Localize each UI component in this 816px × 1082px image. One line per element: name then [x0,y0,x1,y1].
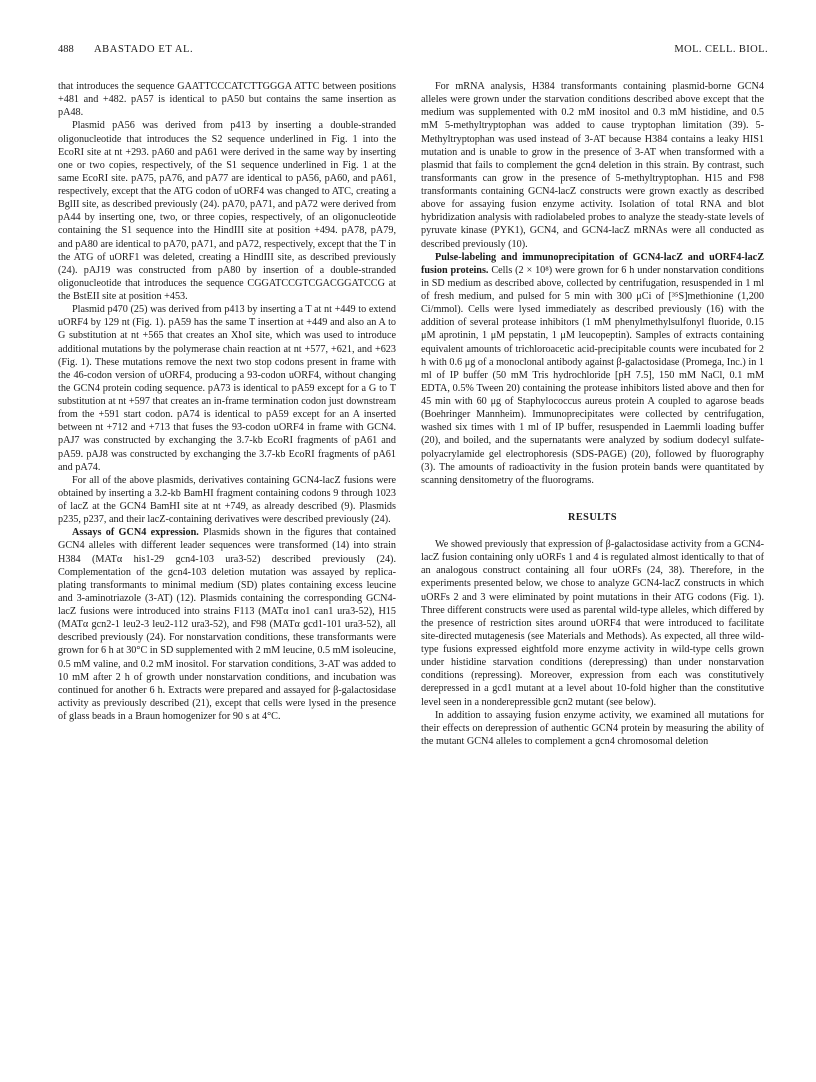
paragraph: Plasmid pA56 was derived from p413 by inserting a double-stranded oligonucleotide that introduces the S2 sequence underlined in Fig. 1 into the EcoRI site at nt +293. pA60 and pA61 were derived in the same way by inserting one or two copies, respectively, of the S1 sequence underlined in Fig. 1 at the same EcoRI site. pA75, pA76, and pA77 are identical to pA56, pA60, and pA61, respectively, except that the ATG codon of uORF4 was changed to ATC, creating a BglII site, as described previously (24). pA70, pA71, and pA72 were derived from pA44 by inserting one, two, or three copies, respectively, of an oligonucleotide containing the S1 sequence into the HindIII site at position +494. pA78, pA79, and pA80 are identical to pA70, pA71, and pA72, respectively, except that the T in the ATG of uORF1 was deleted, creating a HindIII site, as described previously (24). pAJ19 was constructed from pA80 by insertion of a double-stranded oligonucleotide that introduces the sequence CGGATCCGTCGACGGATCCG at the BstEII site at position +453. [58,120,396,302]
paragraph: In addition to assaying fusion enzyme activity, we examined all mutations for their effects on derepression of authentic GCN4 protein by measuring the ability of the mutant GCN4 alleles to complement a gcn4 chromosomal deletion [421,709,764,747]
results-heading: RESULTS [568,511,617,523]
paragraph-body: Cells (2 × 10⁸) were grown for 6 h under nonstarvation conditions in SD medium as described above, collected by centrifugation, resuspended in 1 ml of fresh medium, and pulsed for 5 min with 300 μCi of [³⁵S]methionine (1,200 Ci/mmol). Cells were lysed immediately as described previously (16) with the addition of several protease inhibitors (1 mM phenylmethylsulfonyl fluoride, 0.15 μM aprotinin, 1 μM pepstatin, 1 μM leucopeptin). Samples of extracts containing equivalent amounts of trichloroacetic acid-precipitable counts were incubated for 2 h with 0.6 μg of a monoclonal antibody against β-galactosidase (Promega, Inc.) in 1 ml of IP buffer (50 mM Tris hydrochloride [pH 7.5], 150 mM NaCl, 0.1 mM EDTA, 0.5% Tween 20) containing the protease inhibitors listed above and then for 45 min with 60 μg of Staphylococcus aureus protein A coupled to agarose beads (Boehringer Mannheim). Immunoprecipitates were collected by centrifugation, washed six times with 1 ml of IP buffer, resuspended in Laemmli loading buffer (20), and boiled, and the supernatants were analyzed by sodium dodecyl sulfate-polyacrylamide gel electrophoresis (SDS-PAGE) (20), followed by fluorography (3). The amounts of radioactivity in the fusion protein bands were quantitated by scanning densitometry of the fluorograms. [421,264,764,486]
paragraph: For all of the above plasmids, derivatives containing GCN4-lacZ fusions were obtained by inserting a 3.2-kb BamHI fragment containing codons 9 through 1023 of lacZ at the GCN4 BamHI site at nt +749, as already described (9). Plasmids p235, p237, and their lacZ-containing derivatives were described previously (24). [58,474,396,526]
section-heading: Pulse-labeling and immunoprecipitation of GCN4-lacZ and uORF4-lacZ fusion proteins. [421,251,764,276]
journal-name: MOL. CELL. BIOL. [674,44,768,55]
paragraph: Plasmid p470 (25) was derived from p413 by inserting a T at nt +449 to extend uORF4 by 129 nt (Fig. 1). pA59 has the same T insertion at +449 and also an A to G substitution at nt +565 that creates an XhoI site, which was used to introduce additional mutations by the polymerase chain reaction at nt +577, +621, and +623 (Fig. 1). These mutations remove the next two stop codons present in frame with the 46-codon version of uORF4, producing a 93-codon uORF4, without changing the GCN4 protein coding sequence. pA73 is identical to pA59 except for a G to T substitution at nt +597 that creates an in-frame termination codon just downstream from the +591 start codon. pA74 is identical to pA59 except for an A inserted between nt +712 and +713 that fuses the 93-codon uORF4 in frame with GCN4. pAJ7 was constructed by exchanging the 3.7-kb EcoRI fragments of pA61 and pA59. pAJ8 was constructed by exchanging the 3.7-kb EcoRI fragments of pA61 and pA74. [58,304,396,473]
right-column [421,80,764,748]
section-heading: Assays of GCN4 expression. [72,527,199,539]
running-header [58,44,768,60]
paragraph: For mRNA analysis, H384 transformants containing plasmid-borne GCN4 alleles were grown under the starvation conditions described above except that the medium was supplemented with 0.2 mM inositol and 0.3 mM histidine, and 0.5 mM 5-methyltryptophan was added to cause tryptophan limitation (39). 5-Methyltryptophan was used instead of 3-AT because H384 contains a leaky HIS1 mutation and is unable to grow in the presence of 3-AT when transformed with a plasmid that fails to complement the gcn4 deletion in this strain. By contrast, such transformants can grow in the presence of 5-methyltryptophan. H15 and F98 transformants containing GCN4-lacZ constructs were grown exactly as described above for assaying fusion enzyme activity. Isolation of total RNA and blot hybridization analysis with radiolabeled probes to analyze the steady-state levels of pyruvate kinase (PYK1), GCN4, and GCN4-lacZ mRNAs were all conducted as described previously (10). [421,81,764,250]
paragraph: that introduces the sequence GAATTCCCATCTTGGGA ATTC between positions +481 and +482. pA57 is identical to pA50 but contains the same insertion as pA48. [58,81,396,119]
paragraph [421,251,764,487]
page-number: 488 [58,44,74,55]
paragraph-body: Plasmids shown in the figures that contained GCN4 alleles with different leader sequences were transformed (14) into strain H384 (MATα his1-29 gcn4-103 ura3-52) described previously (24). Complementation of the gcn4-103 deletion mutation was assayed by replica-plating transformants to minimal medium (SD) plates containing excess leucine and 3-aminotriazole (3-AT) (12). Plasmids containing the corresponding GCN4-lacZ fusions were introduced into strains F113 (MATα ino1 can1 ura3-52), H15 (MATα gcn2-1 leu2-3 leu2-112 ura3-52), and F98 (MATα gcd1-101 ura3-52), all described previously (24). For nonstarvation conditions, these transformants were grown for 6 h at 30°C in SD supplemented with 2 mM leucine, 0.5 mM isoleucine, 0.5 mM valine, and 0.2 mM inositol. For starvation conditions, 3-AT was added to 10 mM after 2 h of growth under nonstarvation conditions, and incubation was continued for another 6 h. Extracts were prepared and assayed for β-galactosidase activity as previously described (21), except that cells were lysed in the presence of glass beads in a Braun homogenizer for 90 s at 4°C. [58,527,397,722]
paragraph: We showed previously that expression of β-galactosidase activity from a GCN4-lacZ fusion containing only uORFs 1 and 4 is regulated almost identically to that of an analogous construct containing all four uORFs (24, 38). Therefore, in the experiments presented below, we chose to analyze GCN4-lacZ constructs in which uORFs 2 and 3 were eliminated by point mutations in their ATG codons (Fig. 1). Three different constructs were used as parental wild-type alleles, which differed by the presence of restriction sites around uORF4 that were introduced to facilitate site-directed mutagenesis (see Materials and Methods). As expected, all three wild-type fusions expressed eightfold more enzyme activity in wild-type cells grown under histidine starvation conditions (derepressing) than under nonstarvation conditions (repressing). Moreover, expression from each was constitutively derepressed in a gcd1 mutant at a level about 10-fold higher than the constitutive level seen in a nonderepressible gcn2 mutant (see below). [421,539,764,708]
running-authors: ABASTADO ET AL. [94,44,194,55]
paragraph [58,526,396,723]
left-column [58,80,396,723]
